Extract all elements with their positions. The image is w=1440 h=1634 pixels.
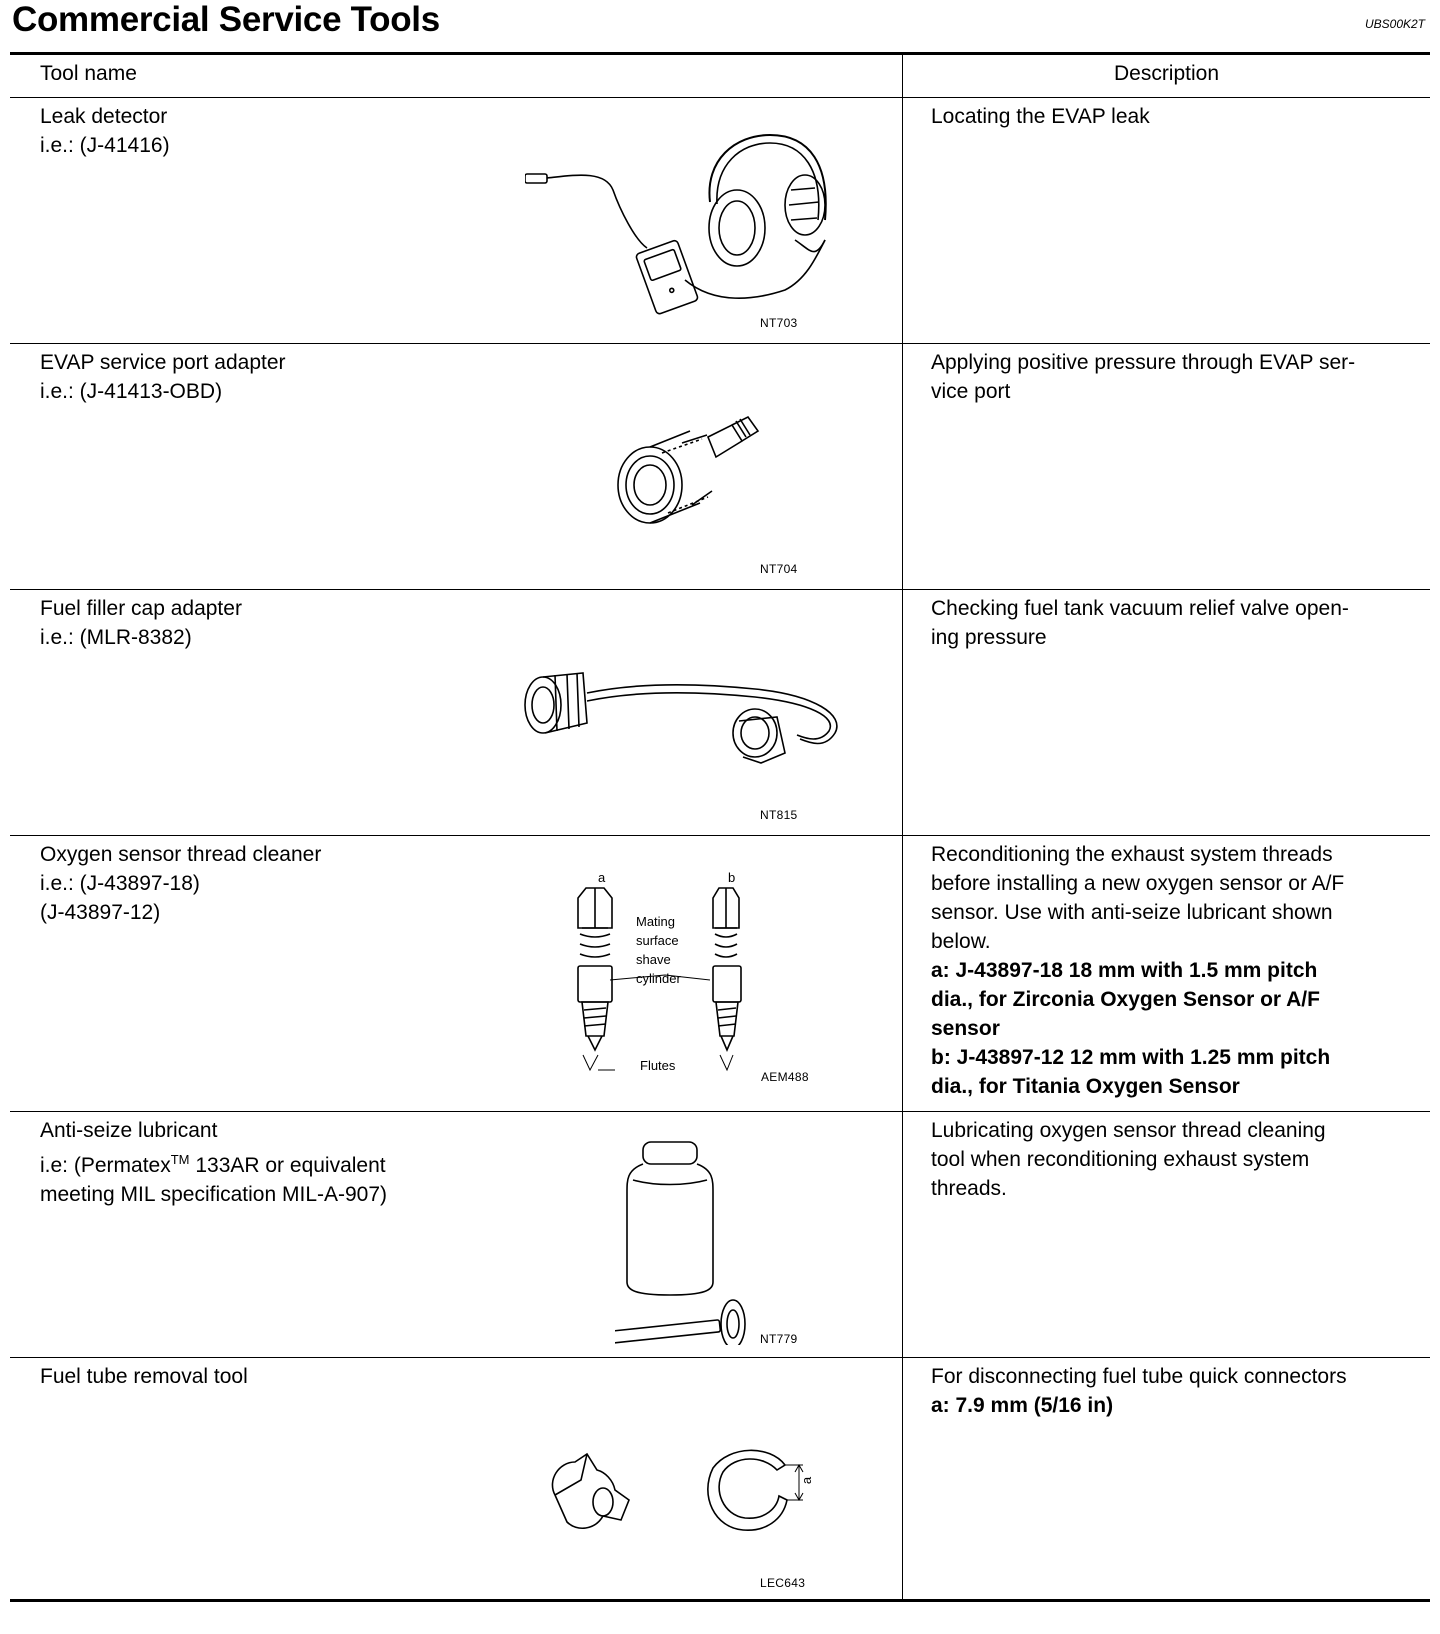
tool-cell-oxygen-sensor-thread-cleaner xyxy=(40,840,480,927)
row-divider xyxy=(10,343,1430,344)
tool-reference: i.e.: (J-41413-OBD) xyxy=(40,380,223,403)
tool-name: Anti-seize lubricant xyxy=(40,1119,218,1142)
figure-label-b: b xyxy=(728,870,736,885)
description-bold-line-2: dia., for Zirconia Oxygen Sensor or A/F xyxy=(931,988,1320,1011)
tool-cell-fuel-filler-cap-adapter xyxy=(40,594,480,652)
description-bold-line-5: dia., for Titania Oxygen Sensor xyxy=(931,1075,1240,1098)
description-bold-text: a: 7.9 mm (5/16 in) xyxy=(931,1394,1114,1417)
trademark-sup: TM xyxy=(170,1152,190,1167)
page-title: Commercial Service Tools xyxy=(12,0,440,39)
mating-surface-label xyxy=(636,912,681,988)
description-bold-line-3: sensor xyxy=(931,1017,1000,1040)
description-line-2: ing pressure xyxy=(931,626,1047,649)
description-line-1: Reconditioning the exhaust system threads xyxy=(931,843,1333,866)
tool-cell-leak-detector xyxy=(40,102,480,160)
label-line: Mating xyxy=(636,914,676,929)
figure-label-a: a xyxy=(598,870,606,885)
column-header-description: Description xyxy=(1113,62,1220,85)
flutes-label: Flutes xyxy=(640,1058,676,1073)
figure-code: NT815 xyxy=(760,808,798,822)
header-divider xyxy=(10,97,1430,98)
tool-name: Fuel tube removal tool xyxy=(40,1365,248,1388)
label-line: surface xyxy=(636,933,679,948)
tool-cell-evap-port-adapter xyxy=(40,348,480,406)
description-cell-leak-detector xyxy=(931,102,1411,131)
description-line-1: Lubricating oxygen sensor thread cleaning xyxy=(931,1119,1326,1142)
description-line-4: below. xyxy=(931,930,991,953)
dimension-label-a: a xyxy=(799,1476,815,1485)
figure-code: NT704 xyxy=(760,562,798,576)
thread-cleaner-illustration xyxy=(570,870,800,1075)
ref-text: i.e: (Permatex xyxy=(40,1154,171,1177)
tool-cell-anti-seize-lubricant xyxy=(40,1116,480,1209)
tool-reference-2: meeting MIL specification MIL-A-907) xyxy=(40,1183,388,1206)
tool-reference: i.e.: (MLR-8382) xyxy=(40,626,192,649)
description-text: For disconnecting fuel tube quick connectors xyxy=(931,1365,1347,1388)
tool-name: Leak detector xyxy=(40,105,168,128)
column-header-tool-name: Tool name xyxy=(40,62,137,85)
tool-cell-fuel-tube-removal-tool xyxy=(40,1362,480,1391)
row-divider xyxy=(10,835,1430,836)
top-rule xyxy=(10,52,1430,55)
tool-reference: i.e.: (J-41416) xyxy=(40,134,170,157)
description-line-3: sensor. Use with anti-seize lubricant shown xyxy=(931,901,1333,924)
evap-adapter-illustration xyxy=(612,413,762,533)
description-line-2: vice port xyxy=(931,380,1011,403)
description-cell-oxygen-sensor-thread-cleaner xyxy=(931,840,1411,1101)
description-line-1: Checking fuel tank vacuum relief valve open- xyxy=(931,597,1349,620)
column-divider xyxy=(902,55,903,1599)
description-line-1: Applying positive pressure through EVAP ser- xyxy=(931,351,1356,374)
description-cell-evap-port-adapter xyxy=(931,348,1411,406)
tool-name: Oxygen sensor thread cleaner xyxy=(40,843,322,866)
bottom-rule xyxy=(10,1599,1430,1602)
label-line: shave xyxy=(636,952,671,967)
description-line-2: before installing a new oxygen sensor or A/F xyxy=(931,872,1345,895)
description-cell-anti-seize-lubricant xyxy=(931,1116,1411,1203)
leak-detector-illustration xyxy=(525,130,845,320)
filler-cap-adapter-illustration xyxy=(515,665,855,785)
row-divider xyxy=(10,589,1430,590)
row-divider xyxy=(10,1357,1430,1358)
label-line: cylinder xyxy=(636,971,681,986)
figure-code: NT779 xyxy=(760,1332,798,1346)
row-divider xyxy=(10,1111,1430,1112)
ref-text-post: 133AR or equivalent xyxy=(189,1154,386,1177)
figure-code: AEM488 xyxy=(761,1070,809,1084)
figure-code: NT703 xyxy=(760,316,798,330)
description-line-3: threads. xyxy=(931,1177,1007,1200)
description-text: Locating the EVAP leak xyxy=(931,105,1150,128)
figure-code: LEC643 xyxy=(760,1576,806,1590)
fuel-tube-tool-illustration xyxy=(545,1440,825,1540)
tool-reference xyxy=(40,1145,480,1180)
description-bold-line-1: a: J-43897-18 18 mm with 1.5 mm pitch xyxy=(931,959,1318,982)
tool-reference: i.e.: (J-43897-18) xyxy=(40,872,200,895)
lubricant-illustration xyxy=(615,1140,765,1345)
document-code: UBS00K2T xyxy=(1364,17,1425,31)
tool-name: EVAP service port adapter xyxy=(40,351,286,374)
description-bold-line-4: b: J-43897-12 12 mm with 1.25 mm pitch xyxy=(931,1046,1331,1069)
tool-reference-2: (J-43897-12) xyxy=(40,901,161,924)
description-cell-fuel-filler-cap-adapter xyxy=(931,594,1411,652)
description-cell-fuel-tube-removal-tool xyxy=(931,1362,1411,1420)
description-line-2: tool when reconditioning exhaust system xyxy=(931,1148,1310,1171)
tool-name: Fuel filler cap adapter xyxy=(40,597,242,620)
